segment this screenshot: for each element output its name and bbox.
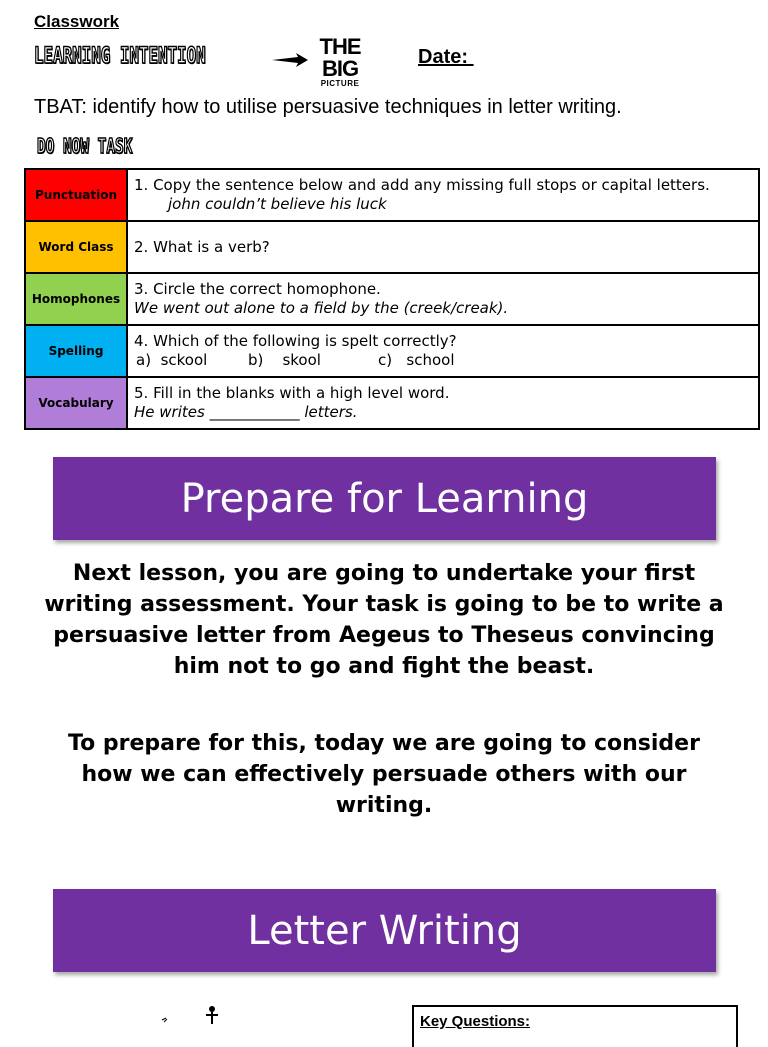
table-row xyxy=(25,221,759,273)
table-row xyxy=(25,273,759,325)
category-spelling: Spelling xyxy=(25,325,127,377)
option-b: b) skool xyxy=(248,351,321,369)
big-picture-word-picture: PICTURE xyxy=(320,79,360,88)
letter-writing-banner: Letter Writing xyxy=(53,889,716,972)
learning-intention-label: LEARNING INTENTION xyxy=(34,44,206,69)
big-picture-word-the: THE xyxy=(319,34,361,59)
preparation-paragraph: To prepare for this, today we are going to consider how we can effectively persuade others with our writing. xyxy=(68,731,700,818)
task-cell xyxy=(127,325,759,377)
option-c: c) school xyxy=(378,351,455,369)
date-label: Date: xyxy=(418,46,474,68)
assessment-paragraph: Next lesson, you are going to undertake your first writing assessment. Your task is going to be to write a persuasive letter from Aegeus to Theseus convincing him not to go and fight the beast. xyxy=(44,561,724,679)
task-cell xyxy=(127,377,759,429)
table-row xyxy=(25,169,759,221)
task-instruction: 1. Copy the sentence below and add any missing full stops or capital letters. xyxy=(134,176,710,194)
task-instruction: 2. What is a verb? xyxy=(134,237,270,256)
task-instruction: 4. Which of the following is spelt correctly? xyxy=(134,332,457,350)
task-example: john couldn’t believe his luck xyxy=(168,195,387,213)
category-vocabulary: Vocabulary xyxy=(25,377,127,429)
task-instruction: 5. Fill in the blanks with a high level word. xyxy=(134,384,450,402)
table-row xyxy=(25,325,759,377)
task-example: We went out alone to a field by the (creek/creak). xyxy=(134,299,509,317)
task-cell xyxy=(127,169,759,221)
prepare-for-learning-banner: Prepare for Learning xyxy=(53,457,716,540)
category-punctuation: Punctuation xyxy=(25,169,127,221)
option-a: a) sckool xyxy=(136,351,208,369)
big-picture-word-big: BIG xyxy=(321,56,359,81)
table-row xyxy=(25,377,759,429)
key-questions-box xyxy=(412,1005,738,1047)
category-homophones: Homophones xyxy=(25,273,127,325)
spelling-options xyxy=(134,351,752,370)
arrow-right-icon xyxy=(270,50,310,70)
stick-figure-icon xyxy=(158,1004,218,1024)
category-word-class: Word Class xyxy=(25,221,127,273)
key-questions-label: Key Questions: xyxy=(420,1013,531,1030)
task-cell xyxy=(127,273,759,325)
task-instruction: 3. Circle the correct homophone. xyxy=(134,280,381,298)
classwork-heading: Classwork xyxy=(34,12,120,31)
big-picture-logo xyxy=(309,36,371,88)
do-now-title: DO NOW TASK xyxy=(37,134,133,158)
task-cell xyxy=(127,221,759,273)
do-now-table xyxy=(24,168,760,430)
learning-objective: TBAT: identify how to utilise persuasive techniques in letter writing. xyxy=(34,96,622,118)
task-example: He writes ____________ letters. xyxy=(134,403,358,421)
